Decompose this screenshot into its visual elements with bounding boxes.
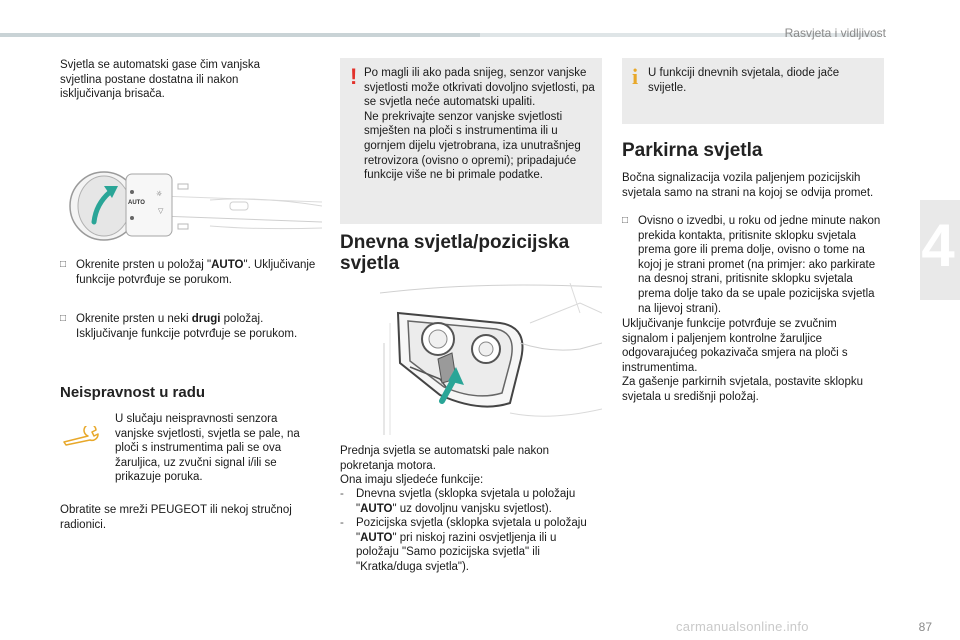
info-box (622, 58, 884, 124)
chevron-down-icon: ▽ (158, 207, 164, 215)
dash-bullet-icon: - (340, 517, 344, 529)
parking-paragraph-2: Uključivanje funkcije potvrđuje se zvučnim signalom i paljenjem kontrolne žaruljice odgovarajućeg pokazivača smjera na ploči s instrumentima. (622, 318, 848, 374)
watermark: carmanualsonline.info (676, 619, 809, 634)
chapter-number: 4 (921, 212, 955, 279)
light-switch-illustration (60, 166, 322, 244)
light-switch-figure (60, 166, 322, 244)
fault-text: U slučaju neispravnosti senzora vanjske svjetlosti, svjetla se pale, na ploči s instrumentima pali se ova žaruljica, uz zvučni signal i/ili se prikazuje poruka. (115, 413, 300, 484)
warning-text: Po magli ili ako pada snijeg, senzor vanjske svjetlosti može otkrivati dovoljno svjetlosti, pa se svjetla neće automatski upaliti. Ne prekrivajte senzor vanjske svjetlosti smješten na ploči s instrumentima ili u gornjem dijelu vjetrobrana, iza unutrašnjeg retrovizora (ovisno o opremi); pripadajuće funkcije više ne bi primale podatke. (364, 67, 595, 182)
info-text: U funkciji dnevnih svjetala, diode jače svijetle. (648, 67, 840, 94)
headlamp-figure (380, 283, 602, 435)
parking-paragraph-1: Bočna signalizacija vozila paljenjem pozicijskih svjetala samo na strani na kojoj se odvija promet. (622, 172, 874, 199)
section-title: Rasvjeta i vidljivost (784, 26, 886, 40)
headlight-symbol-icon: ☼ (156, 190, 163, 198)
auto-label: AUTO (128, 200, 145, 206)
page-number: 87 (918, 620, 932, 634)
drl-paragraph-1: Prednja svjetla se automatski pale nakon pokretanja motora. (340, 445, 550, 472)
drl-heading: Dnevna svjetla/pozicijska svjetla (340, 232, 570, 274)
parking-heading: Parkirna svjetla (622, 140, 763, 161)
dash-bullet-icon: - (340, 488, 344, 500)
wrench-icon (62, 426, 102, 446)
info-icon: i (632, 64, 639, 89)
parking-paragraph-3: Za gašenje parkirnih svjetala, postavite sklopku svjetala u središnji položaj. (622, 376, 863, 403)
contact-text: Obratite se mreži PEUGEOT ili nekoj stručnoj radionici. (60, 504, 292, 531)
fault-heading: Neispravnost u radu (60, 384, 206, 401)
square-bullet-icon: □ (60, 259, 67, 270)
square-bullet-icon: □ (60, 313, 67, 324)
square-bullet-icon: □ (622, 215, 629, 226)
warning-box (340, 58, 602, 224)
headlamp-illustration (380, 283, 602, 435)
intro-text: Svjetla se automatski gase čim vanjska svjetlina postane dostatna ili nakon isključivanja brisača. (60, 59, 261, 101)
exclamation-icon: ! (350, 64, 358, 89)
header-bar (0, 33, 480, 37)
drl-paragraph-2: Ona imaju sljedeće funkcije: (340, 474, 484, 486)
